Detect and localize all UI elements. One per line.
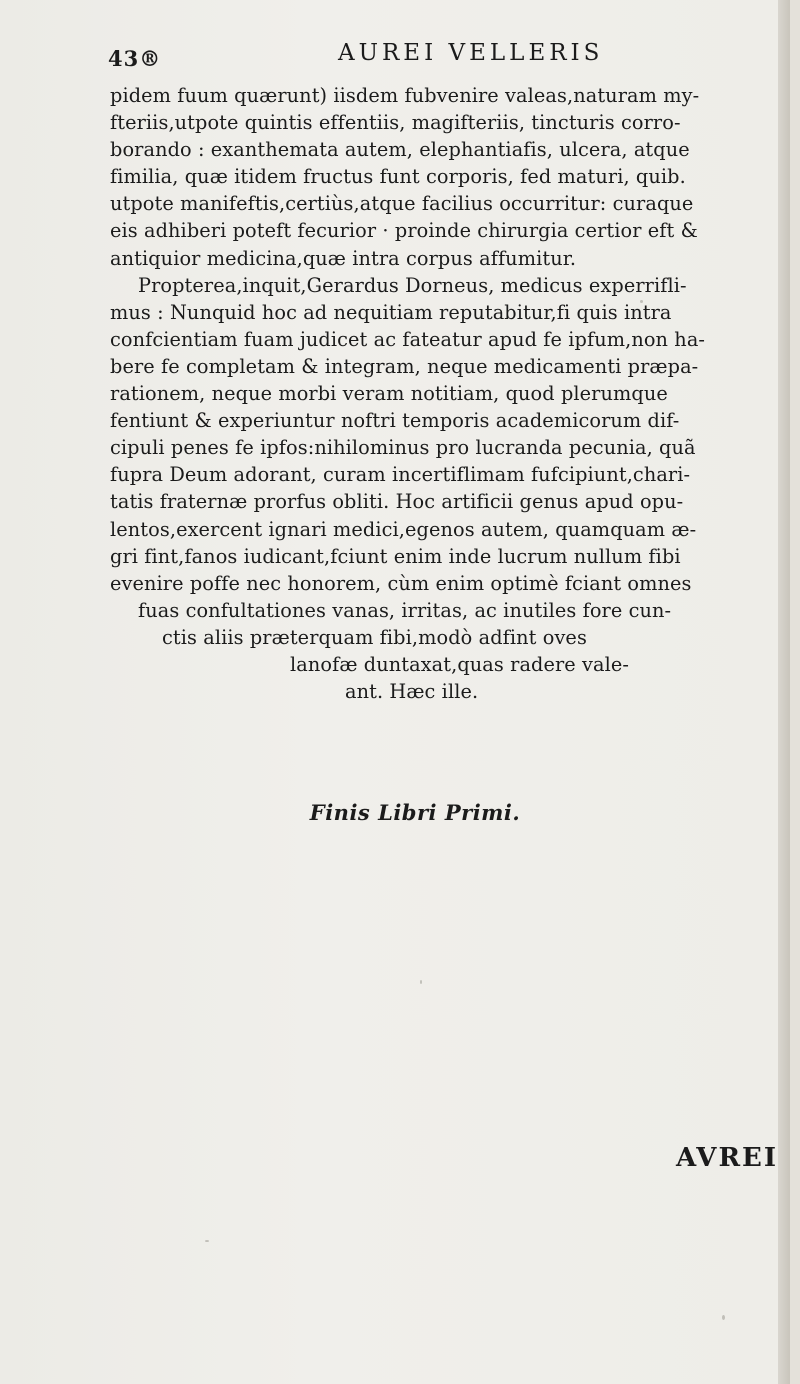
text-line: evenire poffe nec honorem, cùm enim optimè fciant omnes — [110, 571, 692, 595]
text-line: fuas confultationes vanas, irritas, ac inutiles fore cun- — [138, 598, 672, 622]
page-header — [108, 40, 668, 74]
text-line: fupra Deum adorant, curam incertiflimam fufcipiunt,chari- — [110, 463, 691, 487]
paper-speck — [722, 1315, 725, 1320]
text-line: eis adhiberi poteft fecurior · proinde chirurgia certior eft & — [110, 219, 698, 243]
running-head: AUREI VELLERIS — [338, 40, 604, 66]
colophon: Finis Libri Primi. — [309, 800, 521, 825]
page-edge-shadow — [778, 0, 790, 1384]
text-line: gri fint,fanos iudicant,fciunt enim inde lucrum nullum fibi — [110, 544, 681, 568]
paper-speck — [640, 300, 643, 303]
catchword: AVREI — [676, 1143, 779, 1173]
text-line: confcientiam fuam judicet ac fateatur apud fe ipfum,non ha- — [110, 327, 706, 351]
text-line: fentiunt & experiuntur noftri temporis academicorum dif- — [110, 409, 680, 433]
text-line: lentos,exercent ignari medici,egenos autem, quamquam æ- — [110, 517, 697, 541]
text-line: bere fe completam & integram, neque medicamenti præpa- — [110, 354, 699, 378]
body-text — [110, 82, 706, 705]
paragraph-start-line: Propterea,inquit,Gerardus Dorneus, medicus experrifli- — [138, 273, 687, 297]
text-line: mus : Nunquid hoc ad nequitiam reputabitur,fi quis intra — [110, 300, 672, 324]
text-line: borando : exanthemata autem, elephantiafis, ulcera, atque — [110, 138, 690, 162]
text-line: ant. Hæc ille. — [345, 680, 479, 704]
paper-speck — [205, 1240, 209, 1242]
text-line: ctis aliis præterquam fibi,modò adfint oves — [162, 625, 587, 649]
text-line: antiquior medicina,quæ intra corpus affumitur. — [110, 246, 577, 270]
text-line: lanofæ duntaxat,quas radere vale- — [290, 652, 630, 676]
text-line: rationem, neque morbi veram notitiam, quod plerumque — [110, 382, 668, 406]
text-line: fteriis,utpote quintis effentiis, magifteriis, tincturis corro- — [110, 111, 681, 135]
text-line: utpote manifeftis,certiùs,atque facilius occurritur: curaque — [110, 192, 694, 216]
text-line: fimilia, quæ itidem fructus funt corporis, fed maturi, quib. — [110, 165, 686, 189]
text-line: tatis fraternæ prorfus obliti. Hoc artificii genus apud opu- — [110, 490, 684, 514]
text-line: pidem fuum quærunt) iisdem fubvenire valeas,naturam my- — [110, 84, 700, 107]
paper-speck — [420, 980, 422, 984]
text-line: cipuli penes fe ipfos:nihilominus pro lucranda pecunia, quã — [110, 436, 696, 460]
page-number: 43® — [108, 46, 162, 71]
